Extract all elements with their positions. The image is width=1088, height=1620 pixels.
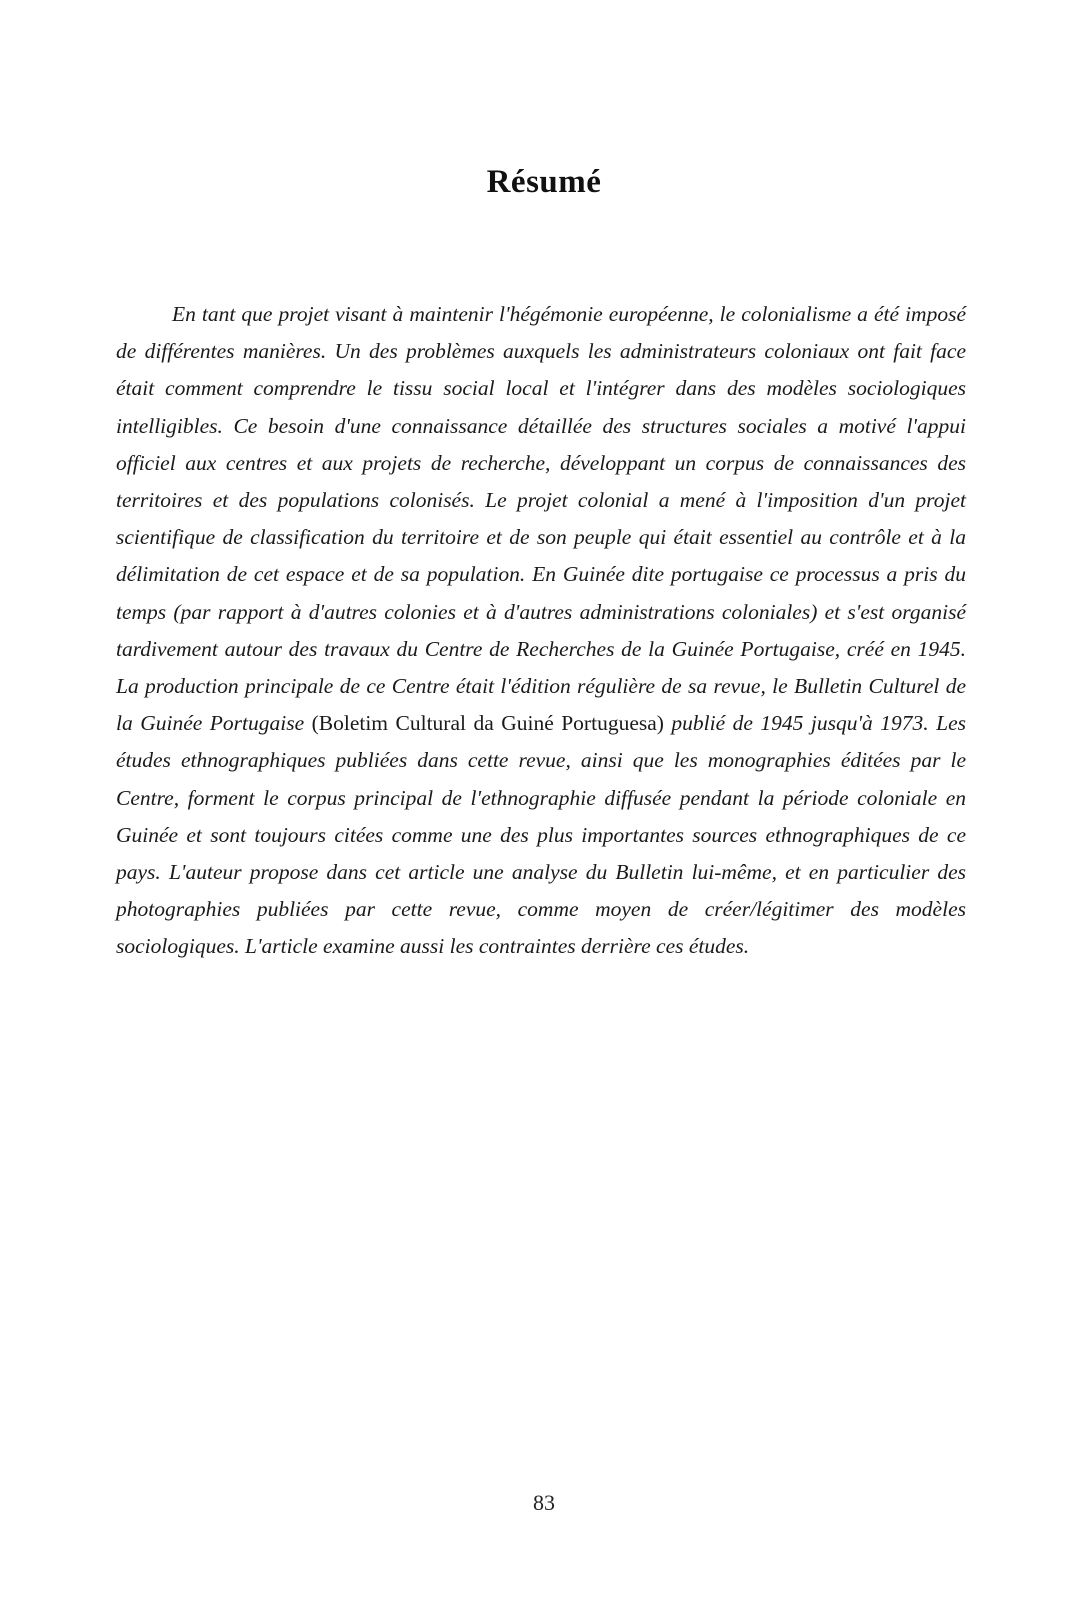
abstract-paragraph — [116, 296, 966, 966]
abstract-text-part-1: En tant que projet visant à maintenir l'hégémonie européenne, le colonialisme a été imposé de différentes manières. Un des problèmes auxquels les administrateurs coloniaux ont fait face était comment comprendre le tissu social local et l'intégrer dans des modèles sociologiques intelligibles. Ce besoin d'une connaissance détaillée des structures sociales a motivé l'appui officiel aux centres et aux projets de recherche, développant un corpus de connaissances des territoires et des populations colonisés. Le projet colonial a mené à l'imposition d'un projet scientifique de classification du territoire et de son peuple qui était essentiel au contrôle et à la délimitation de cet espace et de sa population. En Guinée dite portugaise ce processus a pris du temps (par rapport à d'autres colonies et à d'autres administrations coloniales) et s'est organisé tardivement autour des travaux du Centre de Recherches de la Guinée Portugaise, créé en 1945. La production principale de ce Centre était l'édition régulière de sa revue, le Bulletin Culturel de la Guinée Portugaise — [116, 302, 966, 736]
abstract-portuguese-title: (Boletim Cultural da Guiné Portuguesa) — [311, 711, 664, 736]
abstract-text-part-2: publié de 1945 jusqu'à 1973. Les études ethnographiques publiées dans cette revue, ainsi que les monographies éditées par le Centre, forment le corpus principal de l'ethnographie diffusée pendant la période coloniale en Guinée et sont toujours citées comme une des plus importantes sources ethnographiques de ce pays. L'auteur propose dans cet article une analyse du Bulletin lui-même, et en particulier des photographies publiées par cette revue, comme moyen de créer/légitimer des modèles sociologiques. L'article examine aussi les contraintes derrière ces études. — [116, 711, 966, 959]
page-title: Résumé — [486, 164, 602, 200]
page-number: 83 — [533, 1490, 555, 1515]
